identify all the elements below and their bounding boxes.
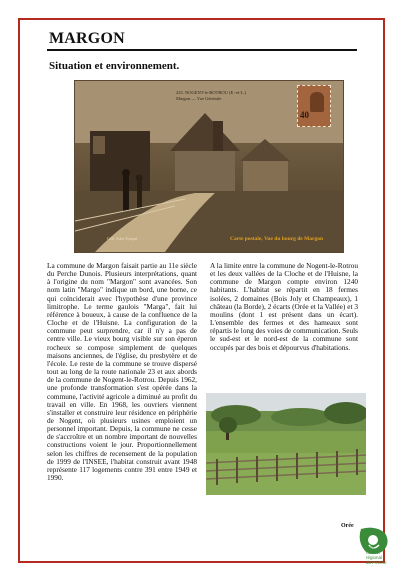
photo-caption: Orée xyxy=(341,523,354,529)
postcard-caption: Carte postale, Vue du bourg de Margon xyxy=(230,236,324,242)
postcard-header-line2: Margon — Vue Générale xyxy=(176,96,222,101)
page-title: MARGON xyxy=(49,30,125,47)
logo-line-1: Parc xyxy=(366,545,376,550)
landscape-scene xyxy=(206,393,366,495)
park-logo-text xyxy=(366,545,387,565)
logo-line-2: naturel xyxy=(366,550,380,555)
title-rule xyxy=(47,49,357,51)
stamp-value: 40 xyxy=(300,110,309,120)
section-heading: Situation et environnement. xyxy=(49,60,180,72)
logo-line-3: régional xyxy=(366,555,383,560)
postcard-header xyxy=(176,90,246,102)
landscape-photo xyxy=(206,393,366,495)
right-column-text: A la limite entre la commune de Nogent-le-Rotrou et les deux vallées de la Cloche et de l'Huisne, la commune de Margon compte environ 1240 habitants. L'habitat se répartit en 18 fermes isolées, 2 domaines (Bois Joly et Champeaux), 1 château (la Borde), 2 écarts (Orée et la Vallée) et 3 moulins (dont 1 est présent dans un écart). L'ensemble des fermes et des hameaux sont répartis le long des voies de communication. Seuls le sud-est et le nord-est de la commune sont occupés par des bois et dépourvus d'habitations. xyxy=(210,261,358,352)
postcard-image xyxy=(75,81,343,252)
postcard-publisher: Coll. Aube Fonqué xyxy=(107,236,138,241)
stamp xyxy=(297,85,331,127)
logo-line-4: du Perche xyxy=(366,560,387,565)
left-column-text: La commune de Margon faisait partie au 11e siècle du Perche Dunois. Plusieurs interprétations, quant à l'origine du nom "Margon" sont avancées. Son nom latin "Margo" indique un bord, une borne, ce qui coïnciderait avec l'hypothèse d'une province limitrophe. Le terme gaulois "Marga", fait lui référence à boueux, à cause de la confluence de la Cloche et de l'Huisne. La configuration de la commune peut surprendre, car il n'y a pas de centre ville. Le vieux bourg visible sur son éperon rocheux se compose simplement de quelques maisons anciennes, de l'église, du presbytère et de l'école. Le reste de la commune se trouve dispersé tout au long de la route nationale 23 et aux abords de la commune de Nogent-le-Rotrou. Depuis 1962, une profonde transformation s'est opérée dans la commune, l'activité agricole a diminué au profit du travail en ville. En 1968, les ouvriers viennent s'installer et construire leur résidence en périphérie de Nogent, où plusieurs usines emploient un personnel important. Depuis, la commune ne cesse de s'accroître et un nombre important de nouvelles constructions voient le jour. Proportionnellement selon les chiffres de recensement de la population de 1999 de l'INSEE, l'habitat construit avant 1948 représente 117 logements contre 391 entre 1949 et 1990. xyxy=(47,261,197,483)
postcard-header-line1: 225. NOGENT-le-ROTROU (E.-et-L.) xyxy=(176,90,246,95)
stamp-figure-icon xyxy=(310,92,324,112)
